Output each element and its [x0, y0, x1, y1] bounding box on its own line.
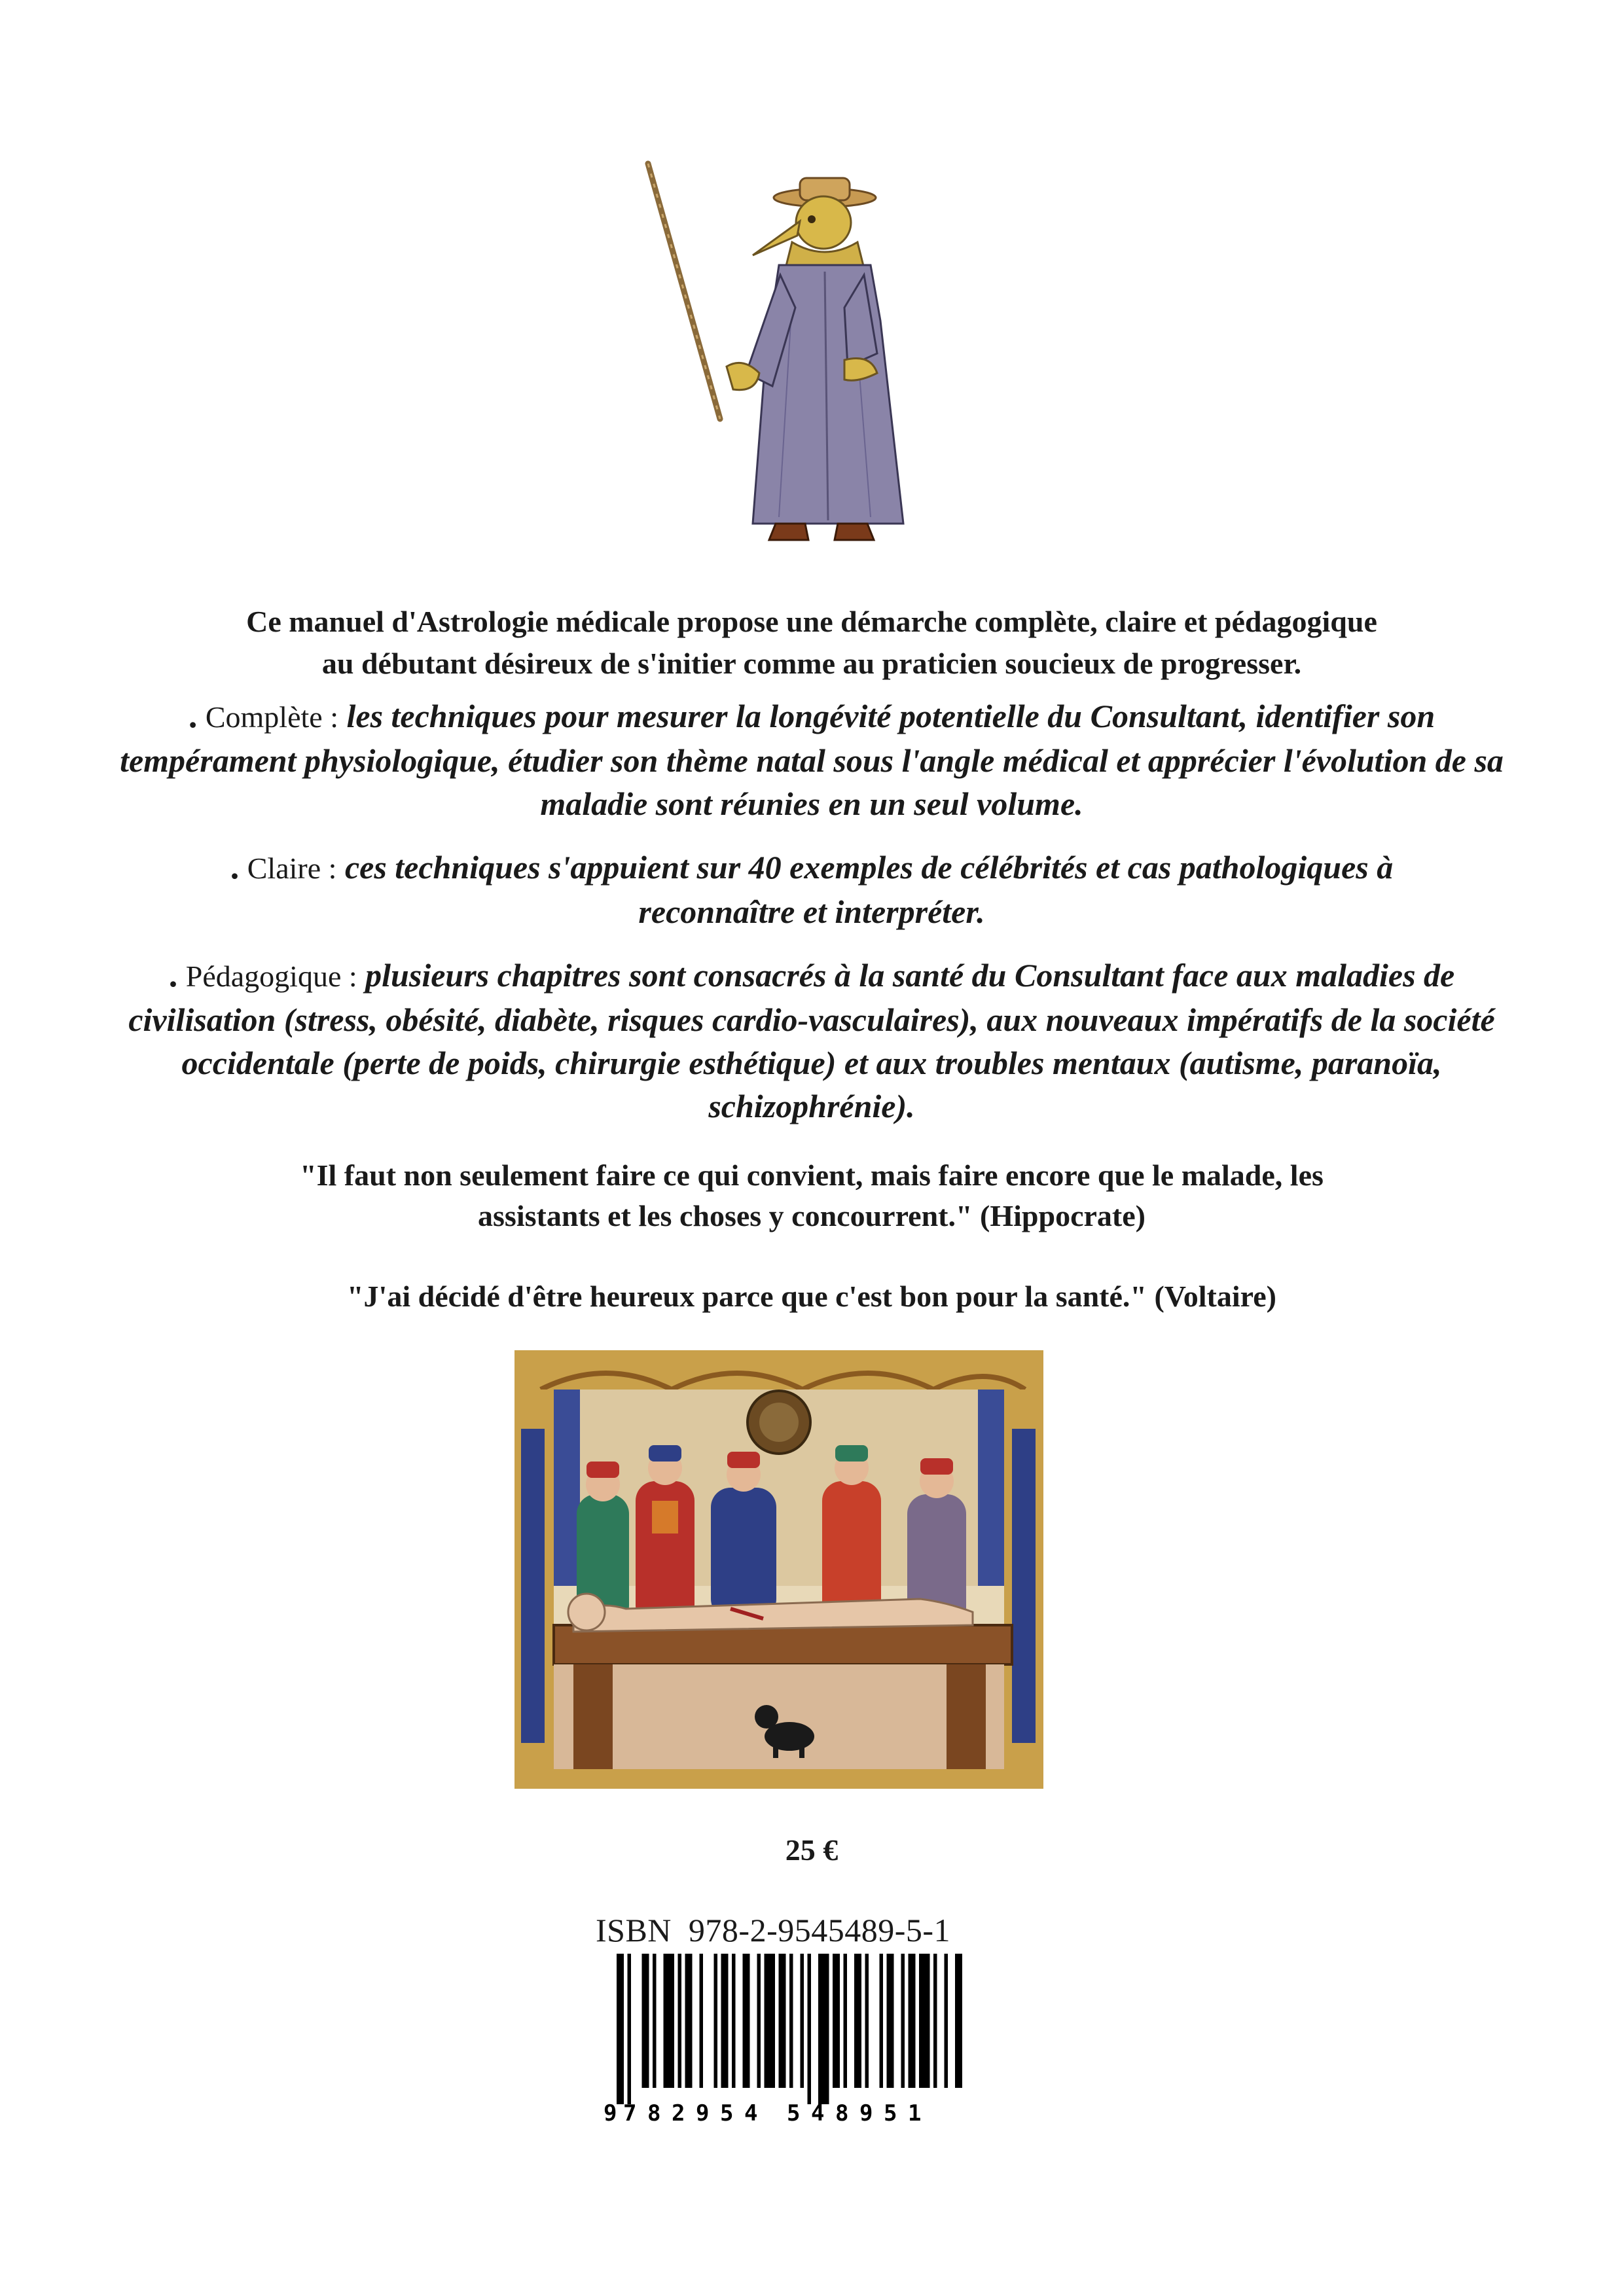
- barcode-digit: 4: [811, 2100, 825, 2126]
- barcode-digit: 5: [884, 2100, 897, 2126]
- barcode-bar: [880, 1954, 884, 2088]
- isbn-number: 978-2-9545489-5-1: [688, 1912, 951, 1948]
- bullet-label: Claire :: [247, 852, 337, 885]
- barcode-bar: [919, 1954, 930, 2088]
- plague-doctor-icon: [628, 157, 929, 563]
- barcode-bar: [844, 1954, 848, 2088]
- barcode-bar: [617, 1954, 624, 2104]
- barcode-bar: [664, 1954, 675, 2088]
- barcode-bar: [818, 1954, 829, 2104]
- bullet-claire: [105, 845, 1519, 933]
- barcode-bar: [945, 1954, 948, 2088]
- barcode-bar: [678, 1954, 682, 2088]
- barcode-bar: [901, 1954, 905, 2088]
- bullet-dot-icon: .: [168, 955, 178, 994]
- barcode-bar: [955, 1954, 962, 2088]
- barcode-bar: [808, 1954, 812, 2104]
- barcode-bar: [732, 1954, 736, 2088]
- barcode-bar: [909, 1954, 916, 2088]
- barcode-digit: 1: [908, 2100, 922, 2126]
- barcode-bar: [653, 1954, 657, 2088]
- plague-doctor-illustration: [628, 157, 929, 563]
- bullet-label: Complète :: [205, 700, 338, 734]
- bullet-text: les techniques pour mesurer la longévité potentielle du Consultant, identifier son tempérament physiologique, étudier son thème natal sous l'angle médical et apprécier l'évolution de sa maladie sont réunies en un seul volume.: [120, 698, 1504, 822]
- barcode-digit: 9: [859, 2100, 873, 2126]
- barcode-digit: 5: [720, 2100, 734, 2126]
- barcode-digit: 9: [604, 2100, 617, 2126]
- dissection-scene-icon: [514, 1350, 1043, 1789]
- barcode-bar: [801, 1954, 804, 2088]
- barcode-bar: [743, 1954, 750, 2088]
- intro-paragraph: [105, 601, 1519, 685]
- bullet-label: Pédagogique :: [185, 960, 357, 993]
- barcode-bar: [685, 1954, 693, 2088]
- quote-voltaire: "J'ai décidé d'être heureux parce que c'est bon pour la santé." (Voltaire): [347, 1280, 1276, 1313]
- barcode-bar: [757, 1954, 761, 2088]
- barcode-digit: 4: [744, 2100, 758, 2126]
- barcode-bar: [628, 1954, 632, 2104]
- barcode-icon: [597, 1954, 964, 2130]
- barcode: [597, 1954, 964, 2130]
- barcode-bar: [721, 1954, 729, 2088]
- barcode-bar: [933, 1954, 937, 2088]
- bullet-dot-icon: .: [188, 696, 198, 735]
- isbn-prefix: ISBN: [596, 1912, 672, 1948]
- barcode-bar: [887, 1954, 894, 2088]
- intro-line-2: au débutant désireux de s'initier comme au praticien soucieux de progresser.: [321, 647, 1302, 680]
- barcode-digit: 7: [623, 2100, 637, 2126]
- quote-line-2: assistants et les choses y concourrent." (Hippocrate): [478, 1199, 1146, 1232]
- price: 25 €: [785, 1833, 839, 1867]
- barcode-bar: [642, 1954, 649, 2088]
- barcode-bar: [854, 1954, 861, 2088]
- feature-list: [105, 694, 1519, 1147]
- isbn-label: [596, 1911, 988, 1949]
- quote-hippocrate: [105, 1155, 1519, 1236]
- barcode-bar: [833, 1954, 840, 2088]
- bullet-complete: [105, 694, 1519, 825]
- quote-line-1: "Il faut non seulement faire ce qui convient, mais faire encore que le malade, les: [300, 1158, 1324, 1192]
- barcode-bar: [700, 1954, 704, 2088]
- barcode-bar: [765, 1954, 776, 2088]
- barcode-digit: 9: [696, 2100, 710, 2126]
- barcode-digit: 8: [647, 2100, 661, 2126]
- barcode-bar: [865, 1954, 869, 2088]
- barcode-bar: [779, 1954, 786, 2088]
- bullet-text: plusieurs chapitres sont consacrés à la santé du Consultant face aux maladies de civilisation (stress, obésité, diabète, risques cardio-vasculaires), aux nouveaux impératifs de la société occidentale (perte de poids, chirurgie esthétique) et aux troubles mentaux (autisme, paranoïa, schizophrénie).: [128, 957, 1495, 1124]
- barcode-bar: [789, 1954, 793, 2088]
- barcode-digit: 8: [835, 2100, 849, 2126]
- bullet-text: ces techniques s'appuient sur 40 exemples de célébrités et cas pathologiques à reconnaître et interpréter.: [344, 849, 1394, 930]
- bullet-pedagogique: [105, 953, 1519, 1128]
- barcode-bar: [714, 1954, 718, 2088]
- barcode-digit: 5: [787, 2100, 801, 2126]
- barcode-digit: 2: [672, 2100, 685, 2126]
- dissection-miniature: [514, 1350, 1043, 1789]
- intro-line-1: Ce manuel d'Astrologie médicale propose une démarche complète, claire et pédagogique: [246, 605, 1377, 638]
- bullet-dot-icon: .: [230, 847, 240, 886]
